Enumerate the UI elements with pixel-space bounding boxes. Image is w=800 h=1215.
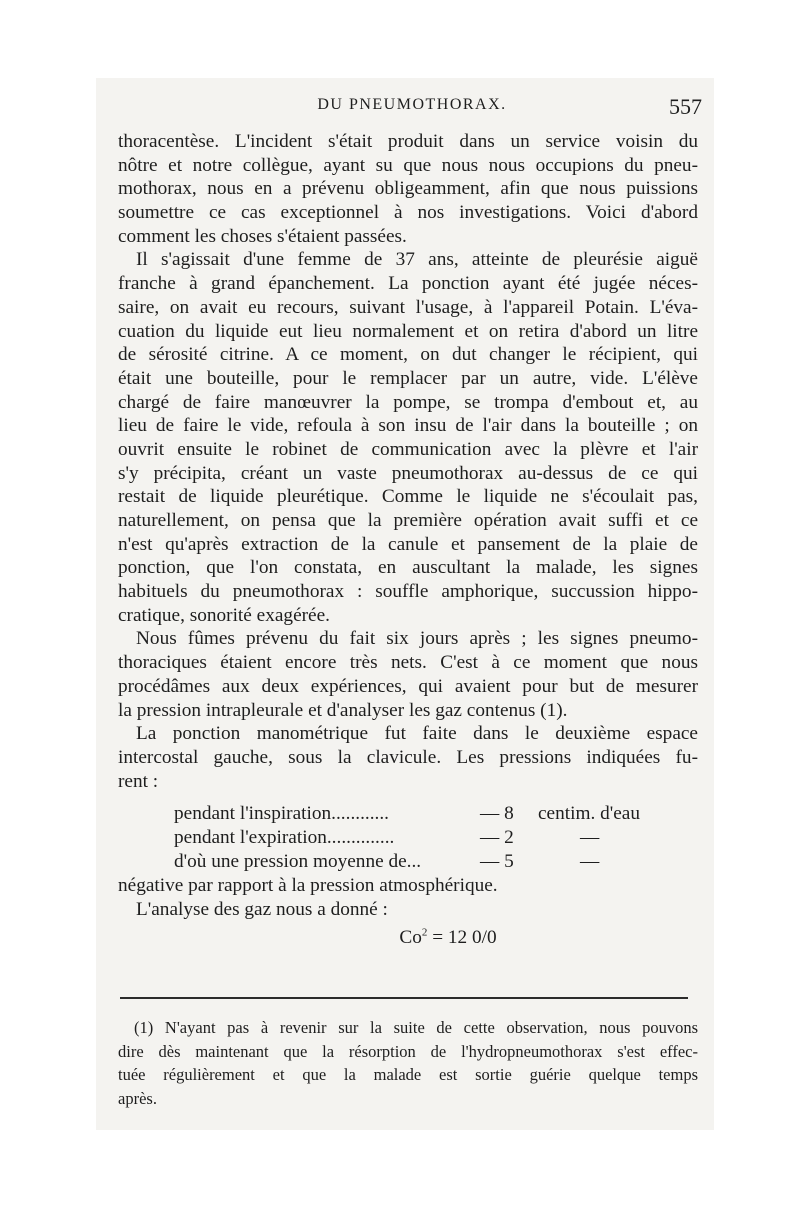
gas-analysis-formula	[118, 926, 698, 954]
text-line: ponction, que l'on constata, en auscultant la malade, les signes	[118, 557, 698, 579]
text-line: L'analyse des gaz nous a donné :	[136, 898, 388, 920]
text-line: procédâmes aux deux expériences, qui avaient pour but de mesurer	[118, 675, 698, 697]
text-line: intercostal gauche, sous la clavicule. Les pressions indiquées fu-	[118, 746, 698, 768]
pressure-unit: —	[580, 851, 600, 873]
text-line: était une bouteille, pour le remplacer par un autre, vide. L'élève	[118, 367, 698, 389]
footnote	[118, 1016, 698, 1110]
main-text	[118, 130, 698, 954]
footnote-line: après.	[118, 1088, 157, 1108]
page-header	[122, 94, 702, 120]
pressure-value: — 2	[480, 827, 514, 849]
pressure-value: — 5	[480, 851, 514, 873]
pressure-label: pendant l'inspiration............	[174, 803, 390, 825]
text-line: thoraciques étaient encore très nets. C'est à ce moment que nous	[118, 652, 698, 674]
text-line: Nous fûmes prévenu du fait six jours après ; les signes pneumo-	[136, 628, 698, 650]
page-number: 557	[669, 94, 702, 119]
text-line: La ponction manométrique fut faite dans le deuxième espace	[136, 723, 698, 745]
pressure-unit: —	[580, 827, 600, 849]
text-line: Il s'agissait d'une femme de 37 ans, atteinte de pleurésie aiguë	[136, 249, 698, 271]
text-line: cratique, sonorité exagérée.	[118, 604, 330, 626]
formula-result: = 12 0/0	[427, 926, 497, 948]
text-line: lieu de faire le vide, refoula à son insu de l'air dans la bouteille ; on	[118, 415, 698, 437]
pressure-row	[118, 802, 698, 826]
text-line: naturellement, on pensa que la première opération avait suffi et ce	[118, 510, 698, 531]
pressure-table	[118, 802, 698, 874]
footnote-line: tuée régulièrement et que la malade est sortie guérie quelque temps	[118, 1065, 698, 1084]
running-title: DU PNEUMOTHORAX.	[317, 96, 507, 113]
footnote-line: (1) N'ayant pas à revenir sur la suite de cette observation, nous pouvons	[134, 1018, 698, 1037]
pressure-row	[118, 826, 698, 850]
text-line: s'y précipita, créant un vaste pneumothorax au-dessus de ce qui	[118, 462, 698, 484]
formula-base: Co	[399, 926, 422, 948]
text-line: restait de liquide pleurétique. Comme le liquide ne s'écoulait pas,	[118, 486, 698, 508]
text-line: négative par rapport à la pression atmosphérique.	[118, 875, 498, 897]
text-line: nôtre et notre collègue, ayant su que nous nous occupions du pneu-	[118, 154, 698, 176]
footnote-divider	[120, 997, 688, 999]
pressure-row	[118, 850, 698, 874]
pressure-unit: centim. d'eau	[538, 803, 640, 825]
pressure-value: — 8	[480, 803, 514, 825]
text-line: rent :	[118, 770, 159, 792]
formula-superscript: 2	[421, 926, 428, 939]
pressure-label: d'où une pression moyenne de...	[174, 851, 422, 873]
text-line: comment les choses s'étaient passées.	[118, 225, 407, 247]
text-line: chargé de faire manœuvrer la pompe, se trompa d'embout et, au	[118, 391, 698, 413]
text-line: de sérosité citrine. A ce moment, on dut changer le récipient, qui	[118, 344, 698, 366]
footnote-line: dire dès maintenant que la résorption de l'hydropneumothorax s'est effec-	[118, 1041, 698, 1061]
text-line: franche à grand épanchement. La ponction ayant été jugée néces-	[118, 273, 698, 295]
text-line: la pression intrapleurale et d'analyser les gaz contenus (1).	[118, 699, 568, 721]
text-line: ouvrit ensuite le robinet de communication avec la plèvre et l'air	[118, 438, 698, 460]
text-line: habituels du pneumothorax : souffle amphorique, succussion hippo-	[118, 581, 698, 603]
text-line: mothorax, nous en a prévenu obligeamment, afin que nous puissions	[118, 178, 698, 200]
text-line: thoracentèse. L'incident s'était produit dans un service voisin du	[118, 131, 698, 152]
text-line: cuation du liquide eut lieu normalement et on retira d'abord un litre	[118, 320, 698, 342]
text-line: n'est qu'après extraction de la canule et pansement de la plaie de	[118, 533, 698, 555]
text-line: soumettre ce cas exceptionnel à nos investigations. Voici d'abord	[118, 202, 698, 224]
pressure-label: pendant l'expiration..............	[174, 827, 395, 849]
text-line: saire, on avait eu recours, suivant l'usage, à l'appareil Potain. L'éva-	[118, 296, 698, 318]
